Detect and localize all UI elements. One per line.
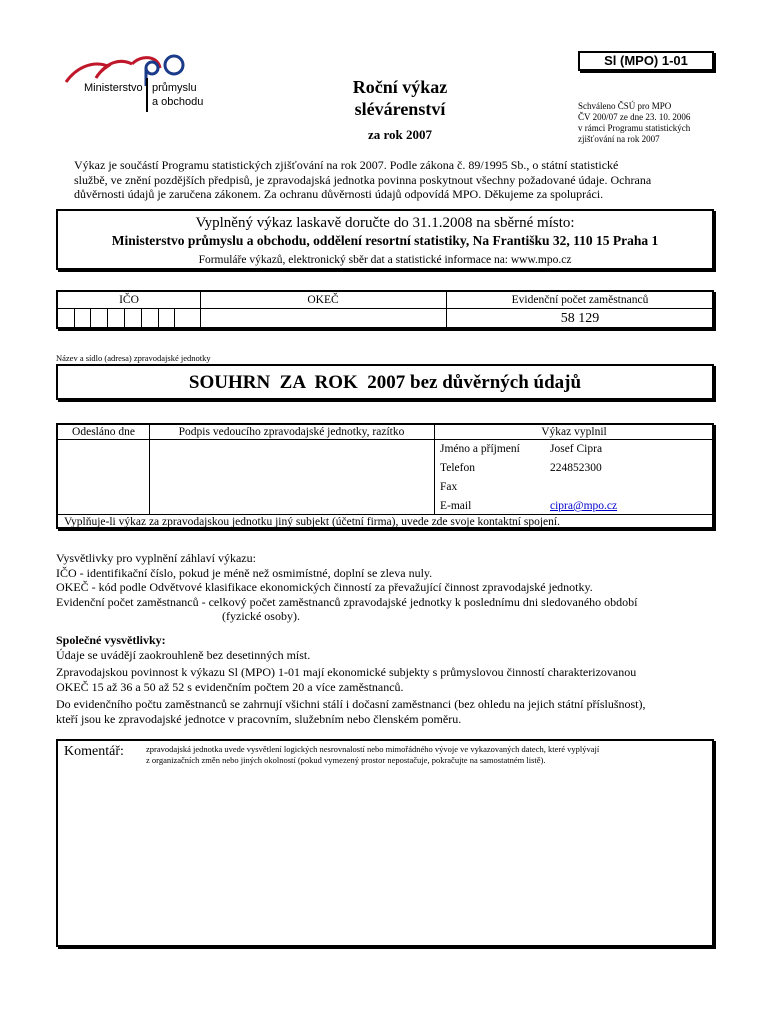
common-p3-line1: Do evidenčního počtu zaměstnanců se zahrnují všichni stálí i dočasní zaměstnanci (bez ohledu na jejich státní příslušnost), xyxy=(56,697,646,711)
logo-line2a: průmyslu xyxy=(152,82,197,94)
comment-line1: zpravodajská jednotka uvede vysvětlení logických nesrovnalostí nebo mimořádného vývoje ve vykazovaných datech, které vyplývají xyxy=(146,744,600,754)
common-header: Společné vysvětlivky: xyxy=(56,633,166,647)
form-code-box xyxy=(578,51,714,71)
signature-label: Podpis vedoucího zpravodajské jednotky, razítko xyxy=(178,426,405,438)
delivery-box xyxy=(56,209,714,270)
comment-label: Komentář: xyxy=(64,744,124,759)
employees-label: Evidenční počet zaměstnanců xyxy=(511,294,649,306)
ico-cell-sep xyxy=(174,309,175,329)
approval-line: zjišťování na rok 2007 xyxy=(578,134,660,144)
approval-line: ČV 200/07 ze dne 23. 10. 2006 xyxy=(578,112,691,122)
intro-line: službě, ve znění pozdějších předpisů, je zpravodajská jednotka povinna poskytnout všechny požadované údaje. Ochrana xyxy=(74,172,652,187)
contact-footer-note: Vyplňuje-li výkaz za zpravodajskou jednotku jiný subjekt (účetní firma), uvede zde svoje kontaktní spojení. xyxy=(64,516,560,528)
ico-cell-sep xyxy=(158,309,159,329)
report-title xyxy=(300,76,500,120)
logo-divider xyxy=(146,78,148,112)
okec-field[interactable] xyxy=(200,309,446,329)
explanation-ico: IČO - identifikační číslo, pokud je méně než osmimístné, doplní se zleva nuly. xyxy=(56,565,433,580)
name-label: Jméno a příjmení xyxy=(440,443,520,455)
logo xyxy=(62,48,212,112)
explanation-employees-cont: (fyzické osoby). xyxy=(222,609,300,623)
email-link[interactable]: cipra@mpo.cz xyxy=(550,500,618,512)
delivery-line2: Ministerstvo průmyslu a obchodu, oddělení resortní statistiky, Na Františku 32, 110 15 Praha 1 xyxy=(111,233,659,248)
phone-value[interactable]: 224852300 xyxy=(550,462,602,474)
comment-instructions xyxy=(146,744,599,766)
explanations xyxy=(56,551,706,624)
approval-line: Schváleno ČSÚ pro MPO xyxy=(578,101,672,111)
delivery-line3: Formuláře výkazů, elektronický sběr dat a statistické informace na: www.mpo.cz xyxy=(198,254,572,266)
fax-label: Fax xyxy=(440,481,458,493)
id-table xyxy=(56,290,714,329)
explanation-okec: OKEČ - kód podle Odvětvové klasifikace ekonomických činností za převažující činnost zpravodajské jednotky. xyxy=(56,580,593,594)
comment-box[interactable] xyxy=(56,739,714,947)
contact-table xyxy=(56,423,714,529)
logo-line1: Ministerstvo xyxy=(84,82,143,94)
form-code: Sl (MPO) 1-01 xyxy=(604,53,688,68)
ico-label: IČO xyxy=(119,294,139,306)
sent-field[interactable] xyxy=(58,440,149,514)
common-p2-line1: Zpravodajskou povinnost k výkazu Sl (MPO) 1-01 mají ekonomické subjekty s průmyslovou činností charakterizovanou xyxy=(56,665,637,679)
year-line: za rok 2007 xyxy=(367,127,433,142)
unit-box xyxy=(56,364,714,400)
filled-label: Výkaz vyplnil xyxy=(541,426,607,438)
unit-label: Název a sídlo (adresa) zpravodajské jednotky xyxy=(56,353,211,363)
approval-line: v rámci Programu statistických xyxy=(578,123,691,133)
delivery-line1: Vyplněný výkaz laskavě doručte do 31.1.2008 na sběrné místo: xyxy=(195,215,575,231)
ico-cell-sep xyxy=(107,309,108,329)
email-label: E-mail xyxy=(440,500,472,512)
ico-cell-sep xyxy=(74,309,75,329)
title-line2: slévárenství xyxy=(354,99,446,119)
title-line1: Roční výkaz xyxy=(352,77,448,97)
approval-block xyxy=(578,101,728,145)
explanations-header: Vysvětlivky pro vyplnění záhlaví výkazu: xyxy=(56,551,256,565)
common-explanations xyxy=(56,633,716,726)
ico-cells[interactable] xyxy=(58,309,200,329)
employees-value[interactable]: 58 129 xyxy=(560,311,600,326)
okec-label: OKEČ xyxy=(307,294,339,306)
common-p1: Údaje se uvádějí zaokrouhleně bez desetinných míst. xyxy=(56,647,311,662)
logo-line2b: a obchodu xyxy=(152,96,204,108)
sent-label: Odesláno dne xyxy=(72,426,135,438)
intro-line: Výkaz je součástí Programu statistických zjišťování na rok 2007. Podle zákona č. 89/1995 Sb., o státní statistické xyxy=(74,158,619,172)
ico-cell-sep xyxy=(124,309,125,329)
name-value[interactable]: Josef Cipra xyxy=(550,443,603,455)
common-p2-line2: OKEČ 15 až 36 a 50 až 52 s evidenčním počtem 20 a více zaměstnanců. xyxy=(56,679,404,694)
phone-label: Telefon xyxy=(440,462,475,474)
unit-title: SOUHRN ZA ROK 2007 bez důvěrných údajů xyxy=(188,372,582,393)
common-p3-line2: kteří jsou ke zpravodajské jednotce v pracovním, služebním nebo členském poměru. xyxy=(56,711,462,726)
intro-text xyxy=(74,158,714,202)
explanation-employees: Evidenční počet zaměstnanců - celkový počet zaměstnanců zpravodajské jednotky k poslednímu dni sledovaného období xyxy=(56,594,638,609)
ico-cell-sep xyxy=(141,309,142,329)
comment-line2: z organizačních změn nebo jiných okolností (pokud vymezený prostor nepostačuje, pokračujte na samostatném listě). xyxy=(146,755,546,765)
intro-line: důvěrnosti údajů je zaručena zákonem. Za ochranu důvěrnosti údajů odpovídá MPO. Děkujeme za spolupráci. xyxy=(74,187,604,201)
ico-cell-sep xyxy=(90,309,91,329)
signature-field[interactable] xyxy=(150,440,434,514)
